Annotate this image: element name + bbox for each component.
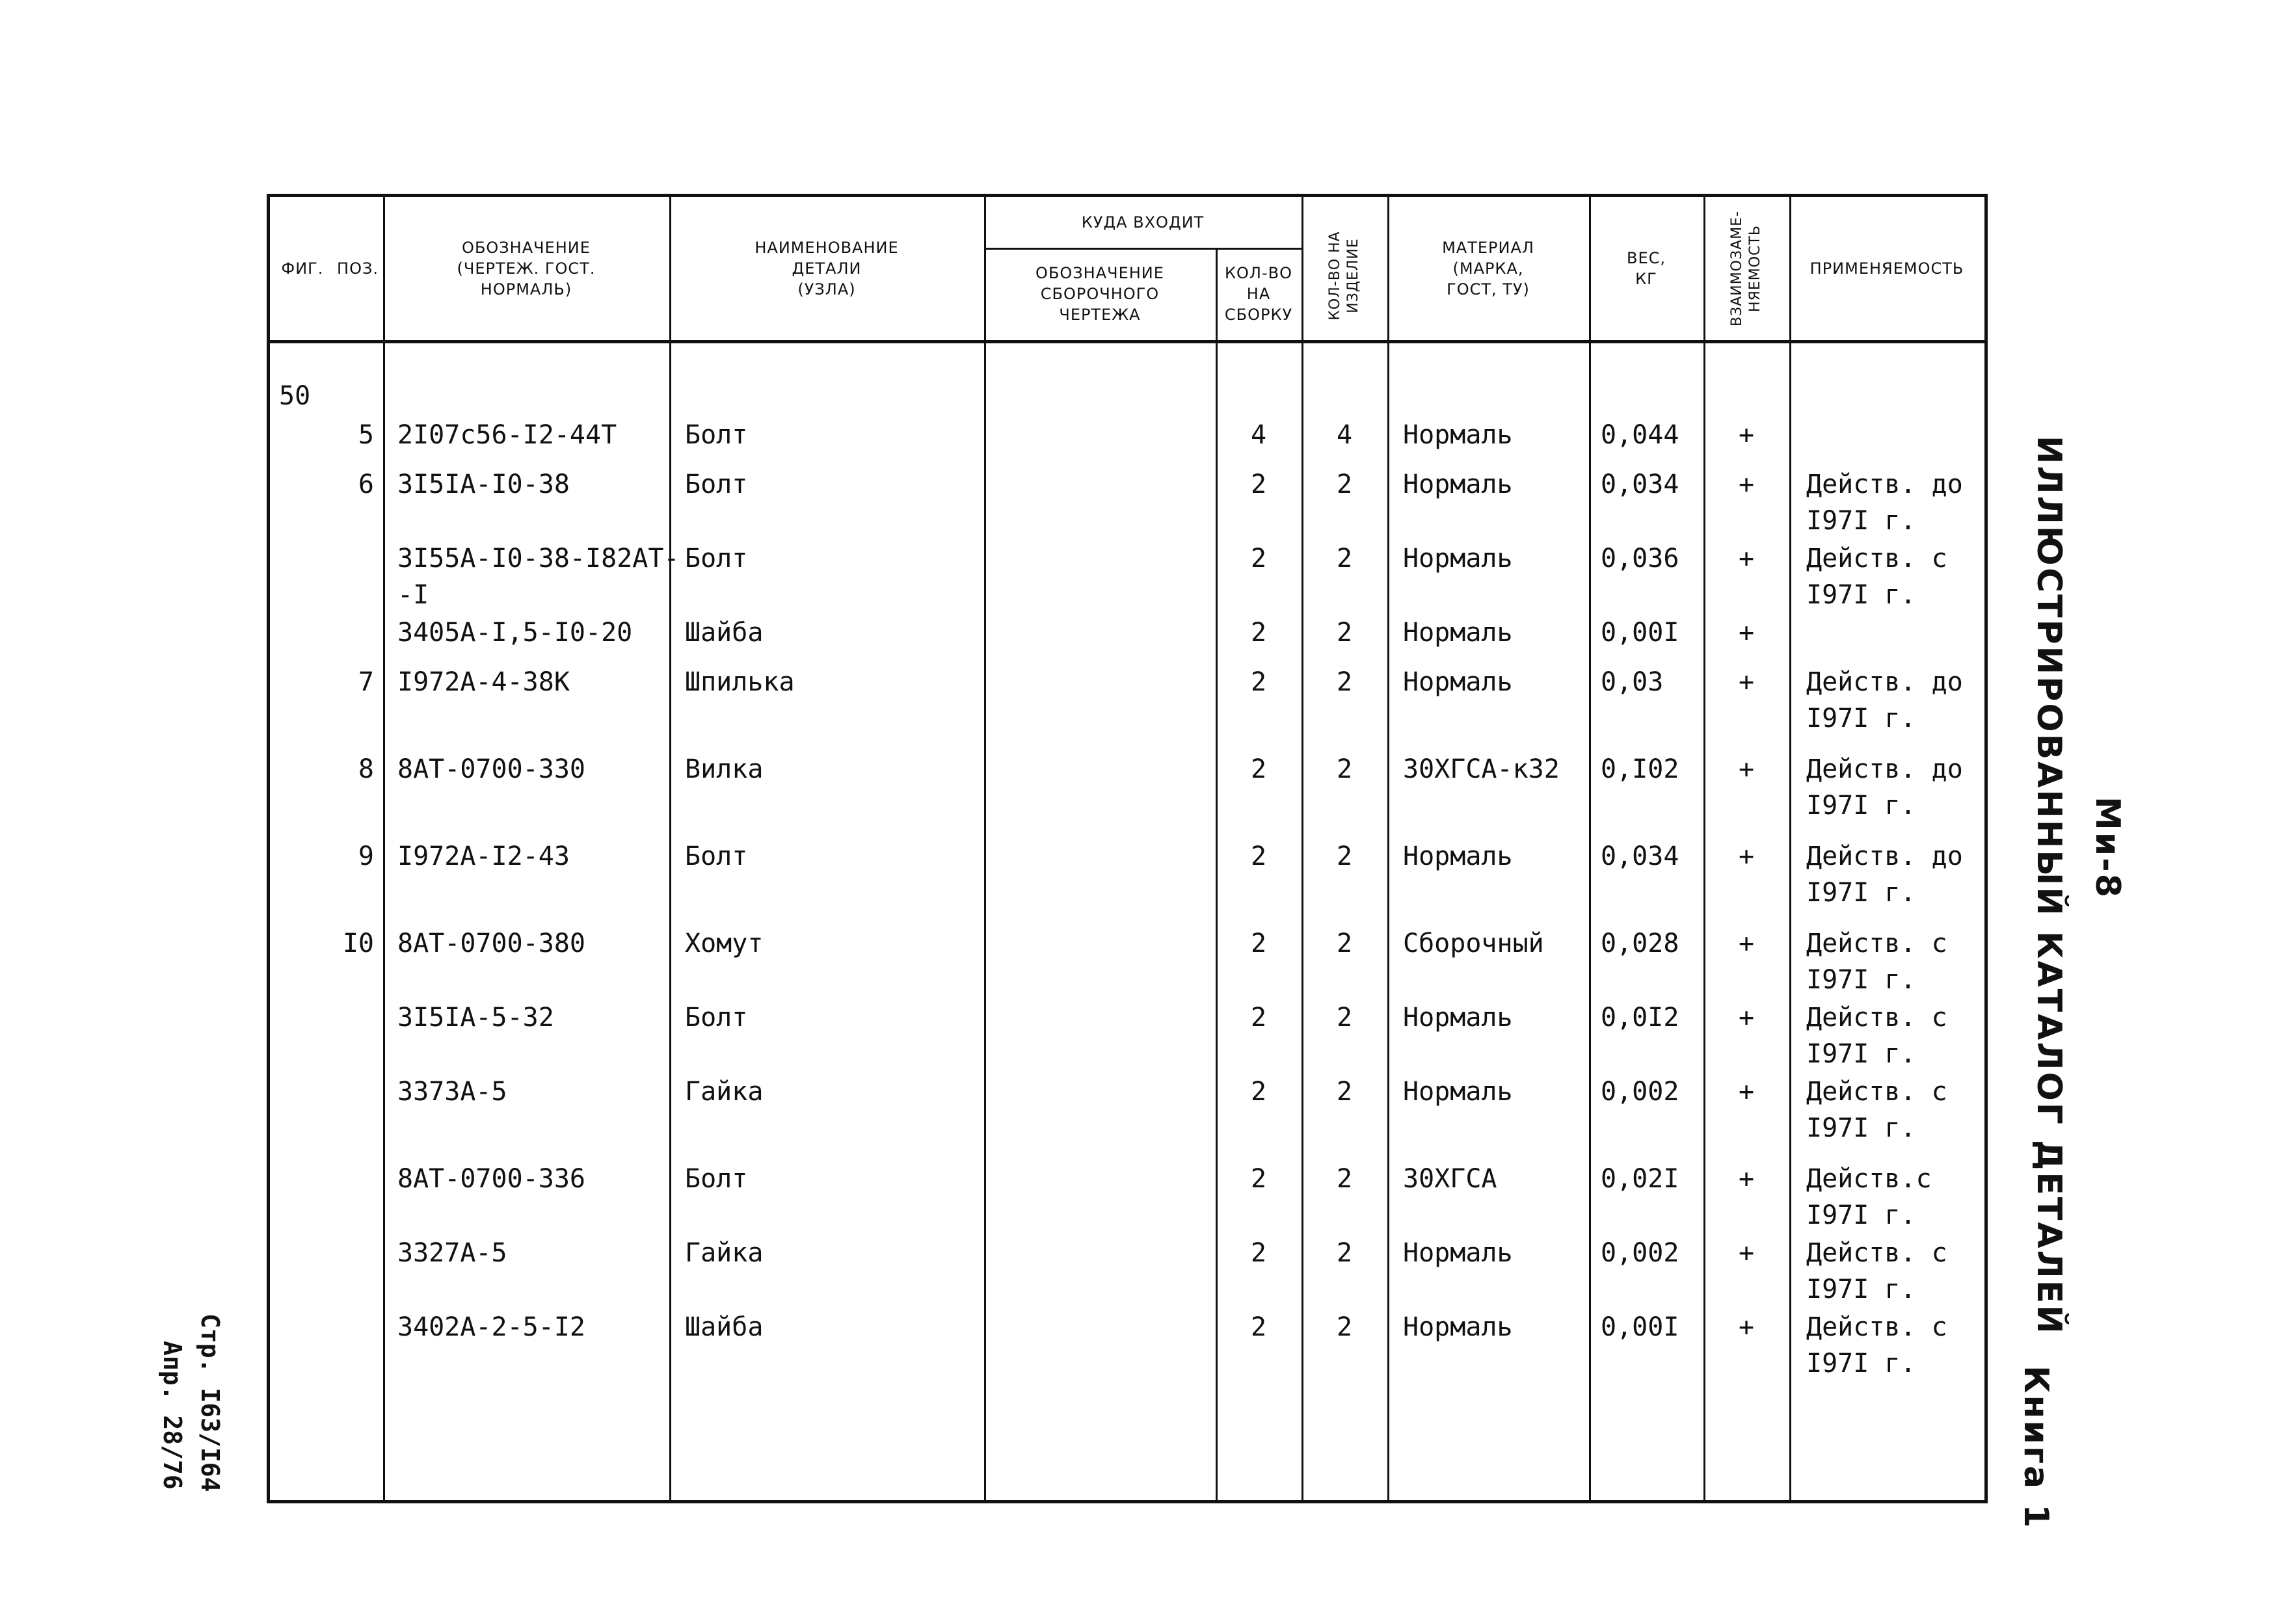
row-interchangeability: + <box>1738 929 1755 958</box>
row-position: 6 <box>358 469 374 499</box>
row-interchangeability: + <box>1738 469 1755 499</box>
row-material: Нормаль <box>1403 544 1513 574</box>
row-qty-product: 2 <box>1336 469 1353 499</box>
header-qty-assembly: КОЛ-ВО НА СБОРКУ <box>1224 264 1293 324</box>
row-qty-assembly: 4 <box>1250 420 1267 450</box>
row-qty-product: 2 <box>1336 1312 1353 1342</box>
row-interchangeability: + <box>1738 544 1755 574</box>
header-goes-into: КУДА ВХОДИТ <box>1081 213 1205 231</box>
row-part-name: Гайка <box>685 1238 764 1268</box>
row-applicability-cont: I97I г. <box>1806 965 1916 995</box>
row-designation: 8AT-0700-380 <box>397 929 585 958</box>
header-fig: ФИГ. <box>281 259 324 278</box>
row-weight: 0,02I <box>1601 1164 1679 1194</box>
row-weight: 0,002 <box>1601 1077 1679 1107</box>
row-part-name: Болт <box>685 841 748 871</box>
aircraft-model: Ми-8 <box>2088 797 2127 899</box>
row-part-name: Шайба <box>685 618 764 648</box>
row-weight: 0,00I <box>1601 618 1679 648</box>
row-designation: I972A-I2-43 <box>397 841 570 871</box>
row-part-name: Шайба <box>685 1312 764 1342</box>
row-part-name: Болт <box>685 420 748 450</box>
parts-catalog-table <box>267 194 1988 1503</box>
row-applicability-cont: I97I г. <box>1806 704 1916 733</box>
row-material: Нормаль <box>1403 420 1513 450</box>
row-material: Сборочный <box>1403 929 1544 958</box>
row-applicability: Действ. с <box>1806 929 1947 958</box>
row-qty-assembly: 2 <box>1250 544 1267 574</box>
col-divider <box>1789 197 1791 1500</box>
row-qty-assembly: 2 <box>1250 754 1267 784</box>
row-applicability: Действ. до <box>1806 469 1963 499</box>
row-qty-assembly: 2 <box>1250 841 1267 871</box>
row-weight: 0,034 <box>1601 841 1679 871</box>
row-designation: 3327A-5 <box>397 1238 507 1268</box>
header-applicability: ПРИМЕНЯЕМОСТЬ <box>1809 259 1964 278</box>
row-interchangeability: + <box>1738 420 1755 450</box>
row-qty-assembly: 2 <box>1250 1077 1267 1107</box>
row-applicability-cont: I97I г. <box>1806 1039 1916 1069</box>
row-designation: 3I5IA-5-32 <box>397 1003 554 1033</box>
row-interchangeability: + <box>1738 1164 1755 1194</box>
row-qty-assembly: 2 <box>1250 1164 1267 1194</box>
row-material: Нормаль <box>1403 618 1513 648</box>
row-designation: 3I55A-I0-38-I82AT- <box>397 544 680 574</box>
page-number: Стр. I63/I64 <box>196 1313 224 1492</box>
row-material: Нормаль <box>1403 1077 1513 1107</box>
row-qty-product: 2 <box>1336 1077 1353 1107</box>
header-weight: ВЕС, КГ <box>1626 249 1666 288</box>
row-designation: 2I07c56-I2-44T <box>397 420 617 450</box>
revision-date: Апр. 28/76 <box>158 1341 187 1490</box>
header-material: МАТЕРИАЛ (МАРКА, ГОСТ, ТУ) <box>1442 239 1534 298</box>
catalog-title: ИЛЛЮСТРИРОВАННЫЙ КАТАЛОГ ДЕТАЛЕЙ <box>2029 436 2068 1336</box>
row-applicability-cont: I97I г. <box>1806 1274 1916 1304</box>
row-weight: 0,036 <box>1601 544 1679 574</box>
row-qty-assembly: 2 <box>1250 929 1267 958</box>
row-part-name: Болт <box>685 469 748 499</box>
row-material: Нормаль <box>1403 1312 1513 1342</box>
row-qty-product: 2 <box>1336 544 1353 574</box>
header-poz: ПОЗ. <box>337 259 379 278</box>
row-qty-product: 2 <box>1336 841 1353 871</box>
col-divider <box>984 197 986 1500</box>
row-qty-product: 2 <box>1336 1003 1353 1033</box>
row-qty-assembly: 2 <box>1250 1003 1267 1033</box>
row-qty-assembly: 2 <box>1250 618 1267 648</box>
row-qty-product: 2 <box>1336 618 1353 648</box>
row-interchangeability: + <box>1738 1077 1755 1107</box>
row-weight: 0,03 <box>1601 667 1664 697</box>
row-part-name: Болт <box>685 1164 748 1194</box>
col-divider <box>1387 197 1389 1500</box>
row-designation: I972A-4-38K <box>397 667 570 697</box>
row-weight: 0,034 <box>1601 469 1679 499</box>
row-weight: 0,I02 <box>1601 754 1679 784</box>
row-interchangeability: + <box>1738 754 1755 784</box>
row-material: Нормаль <box>1403 1003 1513 1033</box>
row-position: 5 <box>358 420 374 450</box>
row-weight: 0,00I <box>1601 1312 1679 1342</box>
row-designation: 3373A-5 <box>397 1077 507 1107</box>
row-applicability: Действ. с <box>1806 1238 1947 1268</box>
row-position: I0 <box>342 929 374 958</box>
header-interchangeability: ВЗАИМОЗАМЕ- НЯЕМОСТЬ <box>1729 211 1763 326</box>
row-qty-product: 2 <box>1336 929 1353 958</box>
row-applicability: Действ. с <box>1806 544 1947 574</box>
row-weight: 0,028 <box>1601 929 1679 958</box>
row-material: 30ХГСА <box>1403 1164 1497 1194</box>
row-part-name: Вилка <box>685 754 764 784</box>
row-position: 9 <box>358 841 374 871</box>
row-applicability: Действ. до <box>1806 841 1963 871</box>
row-interchangeability: + <box>1738 841 1755 871</box>
row-interchangeability: + <box>1738 618 1755 648</box>
book-number: Книга 1 <box>2016 1366 2055 1530</box>
row-interchangeability: + <box>1738 1238 1755 1268</box>
header-assembly-drawing: ОБОЗНАЧЕНИЕ СБОРОЧНОГО ЧЕРТЕЖА <box>1035 264 1164 324</box>
row-applicability-cont: I97I г. <box>1806 878 1916 908</box>
row-material: Нормаль <box>1403 667 1513 697</box>
row-designation: 8AT-0700-336 <box>397 1164 585 1194</box>
row-qty-assembly: 2 <box>1250 1312 1267 1342</box>
header-designation: ОБОЗНАЧЕНИЕ (ЧЕРТЕЖ. ГОСТ. НОРМАЛЬ) <box>457 239 596 298</box>
row-applicability-cont: I97I г. <box>1806 791 1916 821</box>
row-position: 8 <box>358 754 374 784</box>
row-designation-cont: -I <box>397 580 429 610</box>
row-interchangeability: + <box>1738 667 1755 697</box>
row-material: 30ХГСА-к32 <box>1403 754 1560 784</box>
row-part-name: Хомут <box>685 929 764 958</box>
row-designation: 8AT-0700-330 <box>397 754 585 784</box>
row-part-name: Шпилька <box>685 667 795 697</box>
row-applicability-cont: I97I г. <box>1806 506 1916 536</box>
row-weight: 0,044 <box>1601 420 1679 450</box>
row-part-name: Болт <box>685 1003 748 1033</box>
row-applicability-cont: I97I г. <box>1806 580 1916 610</box>
row-qty-assembly: 2 <box>1250 469 1267 499</box>
row-weight: 0,002 <box>1601 1238 1679 1268</box>
row-designation: 3I5IA-I0-38 <box>397 469 570 499</box>
header-bottom-line <box>270 340 1984 343</box>
row-qty-product: 2 <box>1336 1164 1353 1194</box>
header-qty-product: КОЛ-ВО НА ИЗДЕЛИЕ <box>1327 231 1361 321</box>
row-material: Нормаль <box>1403 841 1513 871</box>
row-part-name: Болт <box>685 544 748 574</box>
row-applicability: Действ.с <box>1806 1164 1932 1194</box>
row-designation: 3402A-2-5-I2 <box>397 1312 585 1342</box>
row-position: 7 <box>358 667 374 697</box>
fig-number: 50 <box>279 381 311 411</box>
row-qty-product: 4 <box>1336 420 1353 450</box>
row-applicability: Действ. с <box>1806 1077 1947 1107</box>
row-applicability: Действ. до <box>1806 754 1963 784</box>
row-weight: 0,0I2 <box>1601 1003 1679 1033</box>
row-qty-assembly: 2 <box>1250 667 1267 697</box>
header-part-name: НАИМЕНОВАНИЕ ДЕТАЛИ (УЗЛА) <box>754 239 899 298</box>
row-interchangeability: + <box>1738 1003 1755 1033</box>
row-designation: 3405A-I,5-I0-20 <box>397 618 633 648</box>
row-applicability: Действ. с <box>1806 1312 1947 1342</box>
row-qty-product: 2 <box>1336 1238 1353 1268</box>
row-applicability: Действ. до <box>1806 667 1963 697</box>
row-qty-product: 2 <box>1336 667 1353 697</box>
col-divider <box>383 197 385 1500</box>
row-material: Нормаль <box>1403 1238 1513 1268</box>
row-interchangeability: + <box>1738 1312 1755 1342</box>
row-material: Нормаль <box>1403 469 1513 499</box>
row-applicability-cont: I97I г. <box>1806 1200 1916 1230</box>
row-qty-assembly: 2 <box>1250 1238 1267 1268</box>
row-applicability: Действ. с <box>1806 1003 1947 1033</box>
row-applicability-cont: I97I г. <box>1806 1349 1916 1379</box>
row-applicability-cont: I97I г. <box>1806 1113 1916 1143</box>
row-part-name: Гайка <box>685 1077 764 1107</box>
row-qty-product: 2 <box>1336 754 1353 784</box>
